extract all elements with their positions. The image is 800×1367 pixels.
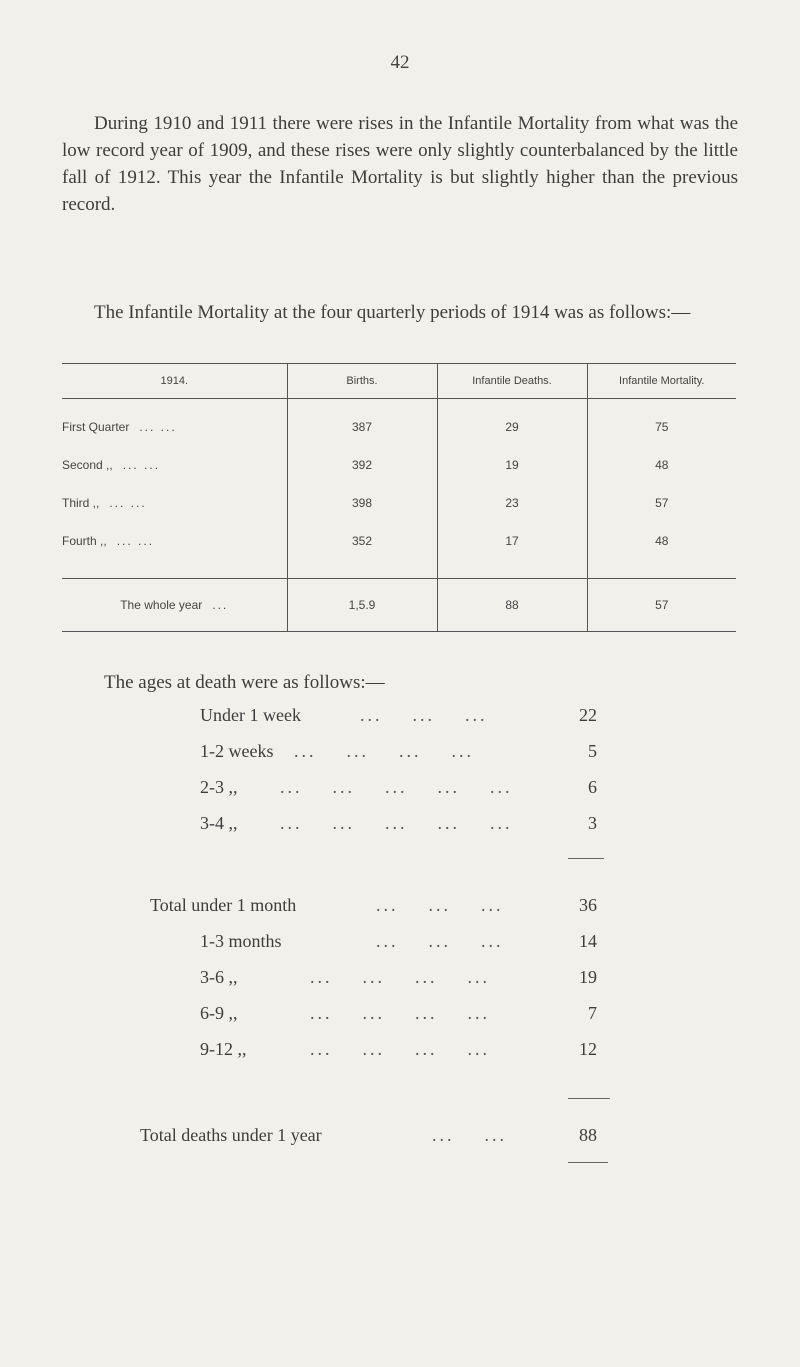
table-total-row: [62, 579, 736, 632]
row-mortality: 75: [587, 399, 736, 447]
total-deaths: 88: [437, 579, 587, 632]
age-row-2-3-weeks: ... ... ... ... ... 2-3 ,, 6: [200, 777, 597, 797]
ages-intro: The ages at death were as follows:—: [104, 672, 385, 693]
header-year: 1914.: [62, 364, 287, 399]
row-births: 387: [287, 399, 437, 447]
header-births: Births.: [287, 364, 437, 399]
row-deaths: 29: [437, 399, 587, 447]
table-header-row: [62, 364, 736, 399]
table-row: [62, 446, 736, 484]
age-row-6-9-months: ... ... ... ... 6-9 ,, 7: [200, 1003, 597, 1023]
age-row-3-6-months: ... ... ... ... 3-6 ,, 19: [200, 967, 597, 987]
age-row-total-under-1-year: ... ... Total deaths under 1 year 88: [140, 1125, 597, 1145]
age-row-9-12-months: ... ... ... ... 9-12 ,, 12: [200, 1039, 597, 1059]
row-period: Fourth ,, ... ...: [62, 534, 155, 548]
total-births: 1,5.9: [287, 579, 437, 632]
age-label: Total deaths under 1 year: [140, 1125, 322, 1145]
row-deaths: 23: [437, 484, 587, 522]
table-spacer-row: [62, 560, 736, 579]
age-value: 22: [579, 705, 597, 725]
row-period: First Quarter ... ...: [62, 420, 177, 434]
age-row-1-3-months: ... ... ... 1-3 months 14: [200, 931, 597, 951]
age-value: 6: [588, 777, 597, 797]
row-births: 392: [287, 446, 437, 484]
age-label: 1-3 months: [200, 931, 282, 951]
age-row-under-1-week: ... ... ... Under 1 week 22: [200, 705, 597, 725]
row-mortality: 48: [587, 446, 736, 484]
row-mortality: 48: [587, 522, 736, 560]
subtotal-rule: [568, 858, 604, 859]
header-deaths: Infantile Deaths.: [437, 364, 587, 399]
age-value: 19: [579, 967, 597, 987]
final-rule: [568, 1162, 608, 1163]
table-intro-paragraph: The Infantile Mortality at the four quarterly periods of 1914 was as follows:—: [94, 302, 691, 323]
row-mortality: 57: [587, 484, 736, 522]
total-period: The whole year ...: [62, 579, 287, 632]
table-row: [62, 522, 736, 560]
total-rule: [568, 1098, 610, 1099]
table-row: [62, 484, 736, 522]
age-label: 9-12 ,,: [200, 1039, 247, 1059]
row-births: 398: [287, 484, 437, 522]
age-value: 3: [588, 813, 597, 833]
row-births: 352: [287, 522, 437, 560]
age-label: Under 1 week: [200, 705, 301, 725]
age-value: 12: [579, 1039, 597, 1059]
page-number: 42: [390, 52, 410, 73]
age-row-1-2-weeks: ... ... ... ... 1-2 weeks 5: [200, 741, 597, 761]
age-value: 36: [579, 895, 597, 915]
age-label: 2-3 ,,: [200, 777, 238, 797]
age-label: 3-6 ,,: [200, 967, 238, 987]
age-value: 7: [588, 1003, 597, 1023]
row-period: Second ,, ... ...: [62, 458, 161, 472]
age-row-total-under-1-month: ... ... ... Total under 1 month 36: [150, 895, 597, 915]
age-label: 3-4 ,,: [200, 813, 238, 833]
age-label: Total under 1 month: [150, 895, 297, 915]
total-mortality: 57: [587, 579, 736, 632]
age-value: 14: [579, 931, 597, 951]
infantile-mortality-table: [62, 363, 736, 632]
row-deaths: 19: [437, 446, 587, 484]
intro-paragraph: During 1910 and 1911 there were rises in the Infantile Mortality from what was the low record year of 1909, and these rises were only slightly counterbalanced by the little fall of 1912. This year the Infantile Mortality is but slightly higher than the previous record.: [62, 113, 738, 215]
age-label: 6-9 ,,: [200, 1003, 238, 1023]
age-value: 88: [579, 1125, 597, 1145]
table-row: [62, 399, 736, 447]
row-deaths: 17: [437, 522, 587, 560]
age-value: 5: [588, 741, 597, 761]
age-row-3-4-weeks: ... ... ... ... ... 3-4 ,, 3: [200, 813, 597, 833]
age-label: 1-2 weeks: [200, 741, 274, 761]
header-mortality: Infantile Mortality.: [587, 364, 736, 399]
row-period: Third ,, ... ...: [62, 496, 147, 510]
